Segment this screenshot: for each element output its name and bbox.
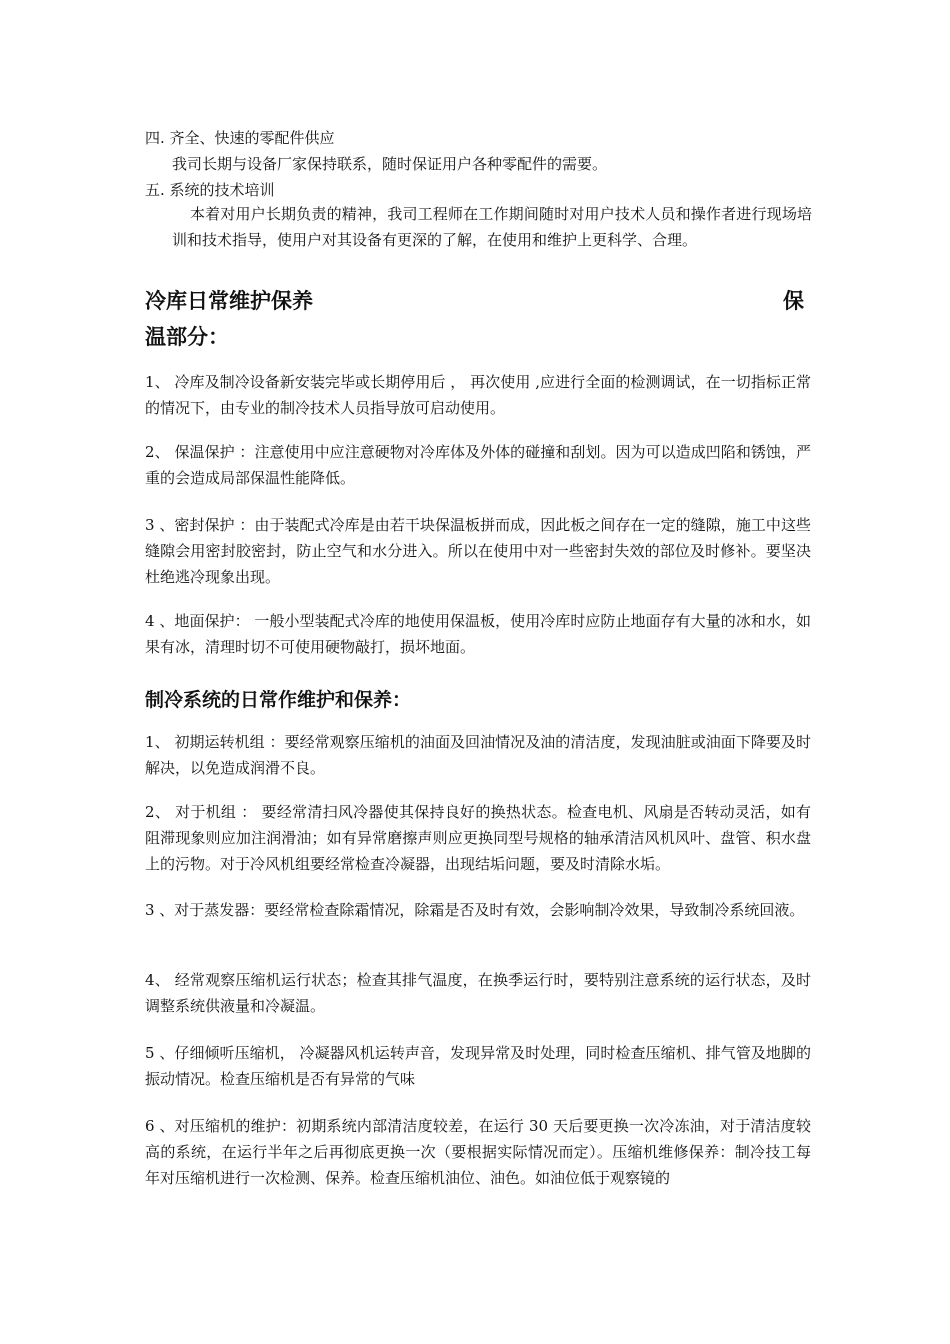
section2-title: 制冷系统的日常作维护和保养：: [145, 689, 412, 711]
section1-paragraph: 3 、密封保护 ：由于装配式冷库是由若干块保温板拼而成，因此板之间存在一定的缝隙，施工中这些缝隙会用密封胶密封，防止空气和水分进入。所以在使用中对一些密封失效的部位及时修补。要坚决杜绝逃冷现象出现。: [145, 516, 811, 586]
section2-paragraph: 1、 初期运转机组 ：要经常观察压缩机的油面及回油情况及油的清洁度，发现油脏或油面下降要及时解决，以免造成润滑不良。: [145, 733, 811, 777]
section1-title-line1-right: 保: [783, 289, 804, 313]
section1-title-line2: 温部分：: [145, 325, 229, 349]
item5-heading: 五. 系统的技术培训: [145, 181, 275, 199]
section2-paragraph: 3 、对于蒸发器：要经常检查除霜情况，除霜是否及时有效，会影响制冷效果，导致制冷系统回液。: [145, 901, 805, 919]
item4-text: 我司长期与设备厂家保持联系，随时保证用户各种零配件的需要。: [172, 155, 608, 173]
item5-text: 本着对用户长期负责的精神，我司工程师在工作期间随时对用户技术人员和操作者进行现场培训和技术指导，使用户对其设备有更深的了解，在使用和维护上更科学、合理。: [172, 205, 812, 249]
item4-heading: 四. 齐全、快速的零配件供应: [145, 129, 335, 147]
section2-paragraph: 6 、对压缩机的维护：初期系统内部清洁度较差，在运行 30 天后要更换一次冷冻油，对于清洁度较高的系统，在运行半年之后再彻底更换一次（要根据实际情况而定）。压缩机维修保养：制冷技工每年对压缩机进行一次检测、保养。检查压缩机油位、油色。如油位低于观察镜的: [145, 1117, 811, 1187]
section2-paragraph: 4、 经常观察压缩机运行状态；检查其排气温度，在换季运行时，要特别注意系统的运行状态，及时调整系统供液量和冷凝温。: [145, 971, 811, 1015]
section1-title-line1: 冷库日常维护保养: [145, 289, 313, 313]
section2-paragraph: 2、 对于机组 ： 要经常清扫风冷器使其保持良好的换热状态。检查电机、风扇是否转动灵活，如有阻滞现象则应加注润滑油；如有异常磨擦声则应更换同型号规格的轴承清洁风机风叶、盘管、积水盘上的污物。对于冷风机组要经常检查冷凝器，出现结垢问题，要及时清除水垢。: [145, 803, 811, 873]
section1-paragraph: 1、 冷库及制冷设备新安装完毕或长期停用后 ， 再次使用 ,应进行全面的检测调试，在一切指标正常的情况下，由专业的制冷技术人员指导放可启动使用。: [145, 373, 811, 417]
section1-paragraph: 4 、地面保护： 一般小型装配式冷库的地使用保温板，使用冷库时应防止地面存有大量的冰和水，如果有冰，清理时切不可使用硬物敲打，损坏地面。: [145, 612, 811, 656]
section1-paragraph: 2、 保温保护 ：注意使用中应注意硬物对冷库体及外体的碰撞和刮划。因为可以造成凹陷和锈蚀，严重的会造成局部保温性能降低。: [145, 443, 811, 487]
section2-paragraph: 5 、仔细倾听压缩机， 冷凝器风机运转声音，发现异常及时处理，同时检查压缩机、排气管及地脚的振动情况。检查压缩机是否有异常的气味: [145, 1044, 811, 1088]
